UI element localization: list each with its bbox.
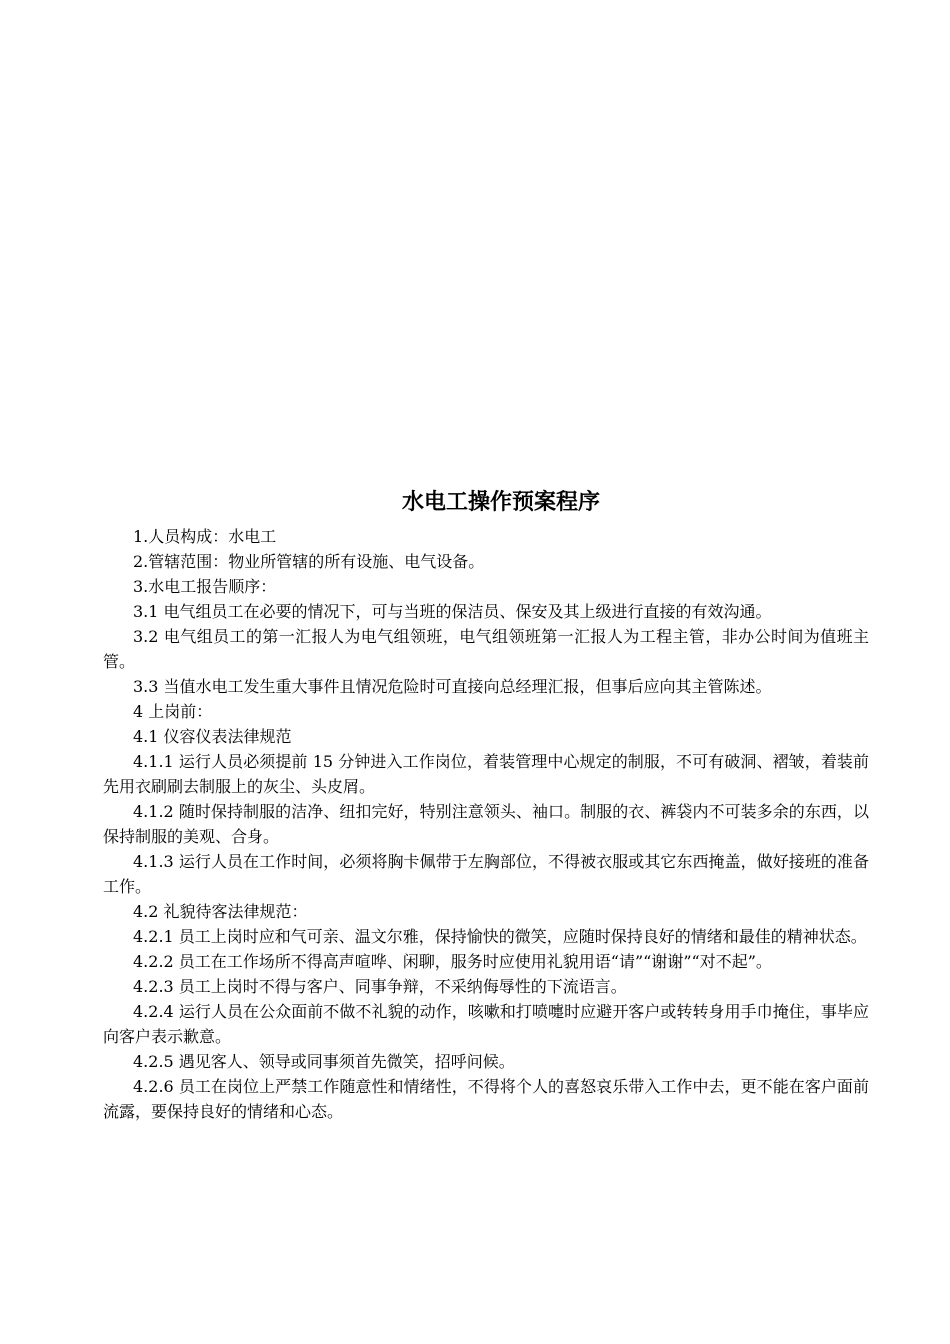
- document-body: [103, 524, 869, 1124]
- paragraph-4-2-2: 4.2.2 员工在工作场所不得高声喧哗、闲聊，服务时应使用礼貌用语“请”“谢谢”“对不起”。: [133, 952, 772, 971]
- paragraph-report-order: 3.水电工报告顺序：: [133, 577, 277, 596]
- paragraph-4-1-1: 4.1.1 运行人员必须提前 15 分钟进入工作岗位，着装管理中心规定的制服，不可有破洞、褶皱，着装前先用衣刷刷去制服上的灰尘、头皮屑。: [103, 752, 869, 796]
- paragraph-3-3: 3.3 当值水电工发生重大事件且情况危险时可直接向总经理汇报，但事后应向其主管陈述。: [133, 677, 772, 696]
- paragraph-4-1: 4.1 仪容仪表法律规范: [133, 727, 292, 746]
- paragraph-4-2-4: 4.2.4 运行人员在公众面前不做不礼貌的动作，咳嗽和打喷嚏时应避开客户或转转身用手巾掩住，事毕应向客户表示歉意。: [103, 1002, 869, 1046]
- paragraph-4: 4 上岗前：: [133, 702, 213, 721]
- paragraph-3-2: 3.2 电气组员工的第一汇报人为电气组领班，电气组领班第一汇报人为工程主管，非办公时间为值班主管。: [103, 627, 869, 671]
- document-title: 水电工操作预案程序: [401, 490, 600, 515]
- paragraph-4-1-3: 4.1.3 运行人员在工作时间，必须将胸卡佩带于左胸部位，不得被衣服或其它东西掩盖，做好接班的准备工作。: [103, 852, 869, 896]
- paragraph-scope: 2.管辖范围：物业所管辖的所有设施、电气设备。: [133, 552, 485, 571]
- paragraph-4-2-5: 4.2.5 遇见客人、领导或同事须首先微笑，招呼问候。: [133, 1052, 515, 1071]
- paragraph-personnel: 1.人员构成：水电工: [133, 527, 277, 546]
- paragraph-4-1-2: 4.1.2 随时保持制服的洁净、纽扣完好，特别注意领头、袖口。制服的衣、裤袋内不可装多余的东西，以保持制服的美观、合身。: [103, 802, 869, 846]
- paragraph-4-2-6: 4.2.6 员工在岗位上严禁工作随意性和情绪性，不得将个人的喜怒哀乐带入工作中去，更不能在客户面前流露，要保持良好的情绪和心态。: [103, 1077, 869, 1121]
- paragraph-4-2: 4.2 礼貌待客法律规范：: [133, 902, 308, 921]
- paragraph-4-2-1: 4.2.1 员工上岗时应和气可亲、温文尔雅，保持愉快的微笑，应随时保持良好的情绪和最佳的精神状态。: [133, 927, 867, 946]
- paragraph-4-2-3: 4.2.3 员工上岗时不得与客户、同事争辩，不采纳侮辱性的下流语言。: [133, 977, 627, 996]
- paragraph-3-1: 3.1 电气组员工在必要的情况下，可与当班的保洁员、保安及其上级进行直接的有效沟通。: [133, 602, 772, 621]
